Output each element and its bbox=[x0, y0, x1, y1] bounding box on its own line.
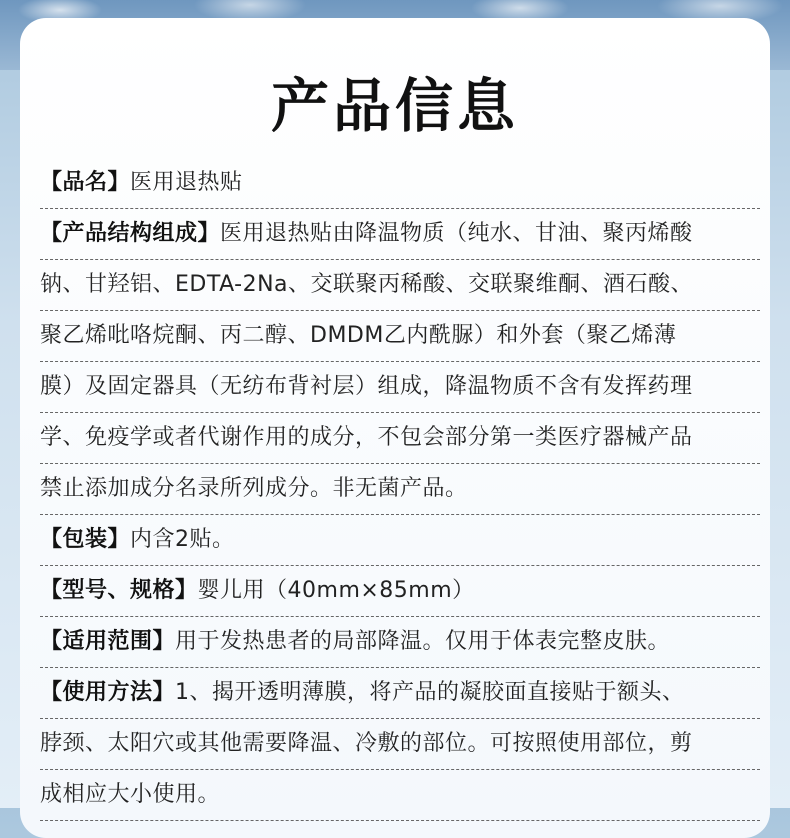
row-model bbox=[40, 566, 760, 617]
row-structure-cont bbox=[40, 260, 760, 311]
row-text: 内含2贴。 bbox=[130, 527, 235, 552]
row-text: 膜）及固定器具（无纺布背衬层）组成，降温物质不含有发挥药理 bbox=[40, 374, 693, 399]
row-text: 禁止添加成分名录所列成分。非无菌产品。 bbox=[40, 476, 468, 501]
info-rows bbox=[40, 158, 760, 821]
row-text: 用于发热患者的局部降温。仅用于体表完整皮肤。 bbox=[175, 629, 671, 654]
row-scope bbox=[40, 617, 760, 668]
row-usage-cont bbox=[40, 770, 760, 821]
row-label: 【产品结构组成】 bbox=[40, 221, 221, 246]
row-label: 【适用范围】 bbox=[40, 629, 176, 654]
row-label: 【包装】 bbox=[40, 527, 131, 552]
page-title: 产品信息 bbox=[270, 72, 519, 140]
row-structure-cont bbox=[40, 464, 760, 515]
row-label: 【型号、规格】 bbox=[40, 578, 198, 603]
row-text: 脖颈、太阳穴或其他需要降温、冷敷的部位。可按照使用部位，剪 bbox=[40, 731, 693, 756]
row-structure bbox=[40, 209, 760, 260]
row-usage-cont bbox=[40, 719, 760, 770]
row-structure-cont bbox=[40, 413, 760, 464]
row-label: 【品名】 bbox=[40, 170, 131, 195]
row-structure-cont bbox=[40, 311, 760, 362]
row-label: 【使用方法】 bbox=[40, 680, 176, 705]
row-text: 医用退热贴由降温物质（纯水、甘油、聚丙烯酸 bbox=[220, 221, 693, 246]
row-text: 学、免疫学或者代谢作用的成分，不包会部分第一类医疗器械产品 bbox=[40, 425, 693, 450]
row-text: 钠、甘羟铝、EDTA-2Na、交联聚丙稀酸、交联聚维酮、酒石酸、 bbox=[40, 272, 694, 297]
row-name bbox=[40, 158, 760, 209]
row-packaging bbox=[40, 515, 760, 566]
row-text: 聚乙烯吡咯烷酮、丙二醇、DMDM乙内酰脲）和外套（聚乙烯薄 bbox=[40, 323, 677, 348]
row-usage bbox=[40, 668, 760, 719]
row-structure-cont bbox=[40, 362, 760, 413]
row-text: 1、揭开透明薄膜，将产品的凝胶面直接贴于额头、 bbox=[175, 680, 685, 705]
row-text: 成相应大小使用。 bbox=[40, 782, 221, 807]
row-text: 医用退热贴 bbox=[130, 170, 243, 195]
row-text: 婴儿用（40mm×85mm） bbox=[197, 578, 475, 603]
